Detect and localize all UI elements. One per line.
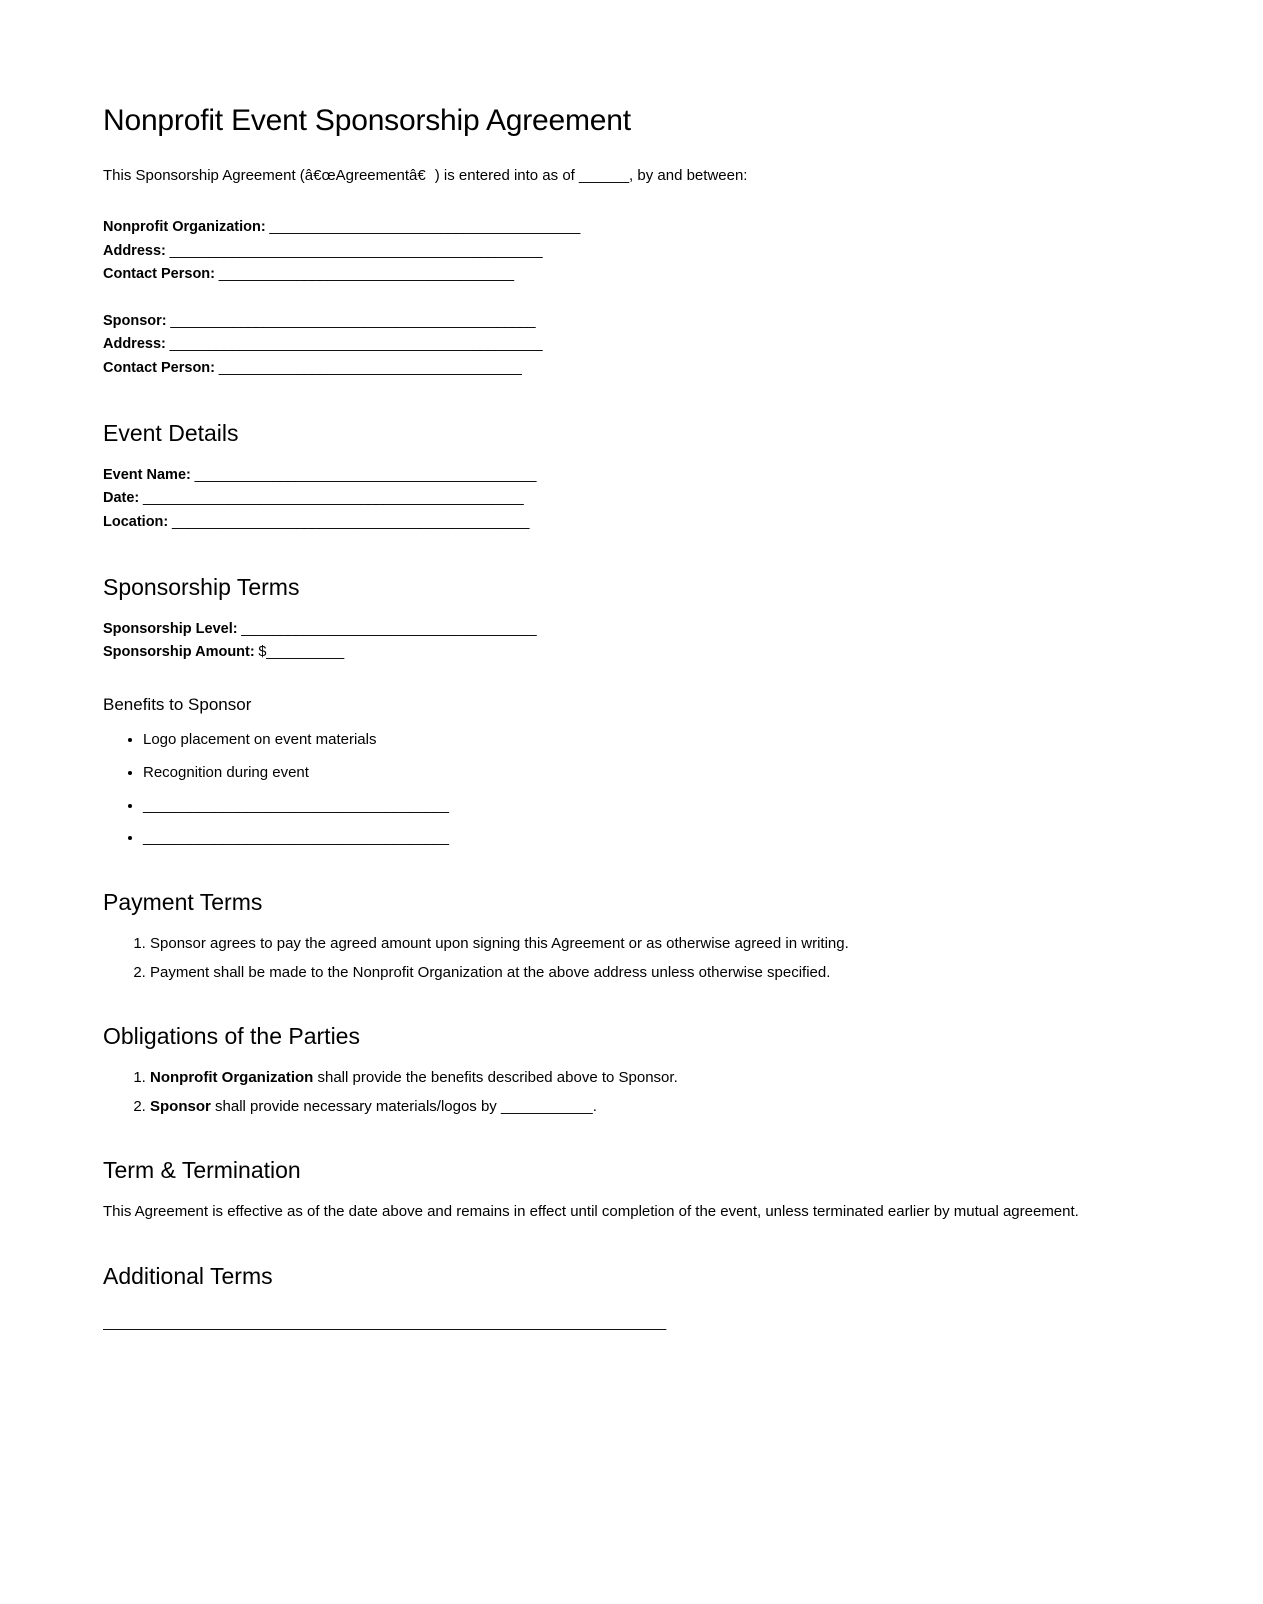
- sponsorship-level-label: Sponsorship Level:: [103, 620, 238, 637]
- payment-terms-heading: Payment Terms: [103, 889, 263, 916]
- list-item: [150, 1067, 1125, 1089]
- event-location-field: [103, 511, 1125, 534]
- nonprofit-organization-label: Nonprofit Organization:: [103, 219, 266, 236]
- obligations-list: [103, 1067, 1125, 1118]
- sponsor-address-blank[interactable]: ________________________________________________: [165, 336, 543, 353]
- sponsor-party-block: [103, 310, 1125, 380]
- intro-paragraph: This Sponsorship Agreement (â€œAgreementâ€) is entered into as of ______, by and between:: [103, 166, 748, 184]
- event-date-blank[interactable]: _________________________________________________: [139, 490, 524, 507]
- nonprofit-contact-label: Contact Person:: [103, 266, 215, 283]
- sponsorship-terms-block: [103, 618, 1125, 665]
- additional-terms-blank[interactable]: ______________________________________________________________________: [103, 1314, 666, 1332]
- benefits-list: [103, 729, 1125, 849]
- nonprofit-organization-field: [103, 216, 1125, 239]
- obligations-heading: Obligations of the Parties: [103, 1023, 360, 1050]
- benefits-heading: Benefits to Sponsor: [103, 694, 252, 714]
- term-termination-heading: Term & Termination: [103, 1157, 301, 1184]
- sponsorship-amount-field: [103, 641, 1125, 664]
- sponsor-name-label: Sponsor:: [103, 312, 167, 329]
- additional-terms-heading: Additional Terms: [103, 1262, 273, 1289]
- event-name-label: Event Name:: [103, 466, 191, 483]
- sponsor-contact-label: Contact Person:: [103, 359, 215, 376]
- list-item: • Logo placement on event materials: [143, 729, 1125, 751]
- sponsorship-level-blank[interactable]: ______________________________________: [237, 620, 537, 637]
- obligation-party-sponsor: Sponsor: [150, 1097, 211, 1115]
- event-date-label: Date:: [103, 490, 140, 507]
- nonprofit-address-blank[interactable]: ________________________________________________: [165, 242, 543, 259]
- event-details-block: [103, 464, 1125, 534]
- sponsor-name-field: [103, 310, 1125, 333]
- nonprofit-address-label: Address:: [103, 242, 166, 259]
- sponsor-address-field: [103, 333, 1125, 356]
- event-name-blank[interactable]: ____________________________________________: [190, 466, 537, 483]
- sponsorship-amount-label: Sponsorship Amount:: [103, 644, 255, 661]
- sponsor-address-label: Address:: [103, 336, 166, 353]
- sponsorship-level-field: [103, 618, 1125, 641]
- sponsorship-terms-heading: Sponsorship Terms: [103, 574, 300, 601]
- event-details-heading: Event Details: [103, 420, 239, 447]
- event-name-field: [103, 464, 1125, 487]
- list-item: 2. Payment shall be made to the Nonprofit Organization at the above address unless otherwise specified.: [150, 962, 1125, 984]
- nonprofit-organization-blank[interactable]: ________________________________________: [265, 219, 581, 236]
- list-item: • Recognition during event: [143, 762, 1125, 784]
- page-title: Nonprofit Event Sponsorship Agreement: [103, 104, 631, 137]
- nonprofit-contact-blank[interactable]: ______________________________________: [215, 266, 514, 283]
- payment-terms-list: [103, 933, 1125, 984]
- event-date-field: [103, 487, 1125, 510]
- nonprofit-contact-field: [103, 263, 1125, 286]
- obligation-party-nonprofit: Nonprofit Organization: [150, 1068, 314, 1086]
- obligation-text: shall provide the benefits described above to Sponsor.: [313, 1068, 678, 1086]
- party-block-spacer: [103, 291, 1125, 310]
- nonprofit-address-field: [103, 240, 1125, 263]
- list-item[interactable]: • ______________________________________: [143, 827, 1125, 849]
- term-termination-paragraph: This Agreement is effective as of the date above and remains in effect until completion of the event, unless terminated earlier by mutual agreement.: [103, 1202, 1079, 1220]
- sponsor-contact-blank[interactable]: _______________________________________: [215, 359, 522, 376]
- sponsor-name-blank[interactable]: _______________________________________________: [166, 312, 536, 329]
- event-location-label: Location:: [103, 513, 169, 530]
- list-item: 1. Sponsor agrees to pay the agreed amount upon signing this Agreement or as otherwise agreed in writing.: [150, 933, 1125, 955]
- list-item[interactable]: • ______________________________________: [143, 795, 1125, 817]
- nonprofit-party-block: [103, 216, 1125, 286]
- event-location-blank[interactable]: ______________________________________________: [168, 513, 530, 530]
- sponsorship-amount-blank[interactable]: $__________: [254, 644, 344, 661]
- sponsor-contact-field: [103, 357, 1125, 380]
- list-item: [150, 1096, 1125, 1118]
- obligation-text: shall provide necessary materials/logos by ___________.: [210, 1097, 597, 1115]
